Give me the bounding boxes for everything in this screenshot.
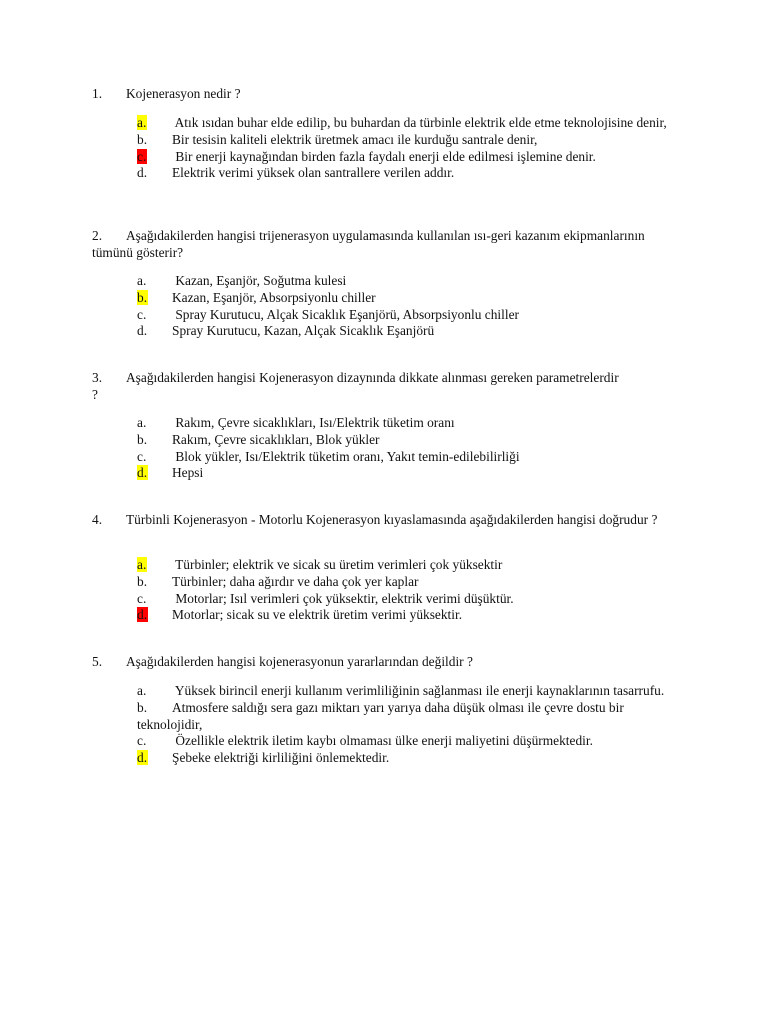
option-a <box>137 115 697 132</box>
option-b <box>137 574 697 591</box>
option-text: Elektrik verimi yüksek olan santrallere verilen addır. <box>172 165 455 181</box>
question-1-options <box>137 115 697 182</box>
option-b <box>137 132 697 149</box>
question-4 <box>92 512 682 529</box>
option-c <box>137 591 697 608</box>
question-3-options <box>137 415 697 482</box>
option-letter: b. <box>137 289 148 305</box>
option-text: Rakım, Çevre sicaklıkları, Isı/Elektrik tüketim oranı <box>172 415 455 430</box>
option-a <box>137 557 697 574</box>
option-text: Rakım, Çevre sicaklıkları, Blok yükler <box>172 431 380 447</box>
option-d <box>137 750 682 767</box>
option-letter: a. <box>137 557 147 572</box>
option-text: Blok yükler, Isı/Elektrik tüketim oranı, Yakıt temin-edilebilirliği <box>172 448 520 464</box>
question-1 <box>92 86 682 103</box>
question-number: 5. <box>92 654 103 669</box>
option-d <box>137 607 697 624</box>
option-text: Atık ısıdan buhar elde edilip, bu buhardan da türbinle elektrik elde etme teknolojisine denir, <box>172 115 667 130</box>
option-letter: c. <box>137 590 147 606</box>
question-text: Aşağıdakilerden hangisi kojenerasyonun yararlarından değildir ? <box>126 654 473 669</box>
option-letter: d. <box>137 607 148 623</box>
option-b <box>137 432 697 449</box>
option-b <box>137 700 682 734</box>
option-text: Spray Kurutucu, Alçak Sicaklık Eşanjörü, Absorpsiyonlu chiller <box>172 306 519 322</box>
option-text: Hepsi <box>172 465 204 481</box>
question-text: Aşağıdakilerden hangisi Kojenerasyon dizaynında dikkate alınması gereken parametrelerdir ? <box>92 370 619 402</box>
question-text: Türbinli Kojenerasyon - Motorlu Kojenerasyon kıyaslamasında aşağıdakilerden hangisi doğrudur ? <box>126 512 658 527</box>
option-letter: d. <box>137 165 148 181</box>
option-text: Türbinler; elektrik ve sicak su üretim verimleri çok yüksektir <box>172 557 503 572</box>
question-5 <box>92 654 682 671</box>
question-3 <box>92 370 622 404</box>
option-c <box>137 733 682 750</box>
option-c <box>137 449 697 466</box>
option-letter: b. <box>137 573 148 589</box>
option-letter: c. <box>137 148 147 164</box>
question-number: 2. <box>92 228 103 243</box>
option-letter: b. <box>137 431 148 447</box>
question-number: 4. <box>92 512 103 527</box>
option-d <box>137 323 697 340</box>
option-text: Bir enerji kaynağından birden fazla faydalı enerji elde edilmesi işlemine denir. <box>172 148 596 164</box>
option-text: Kazan, Eşanjör, Soğutma kulesi <box>172 273 347 288</box>
question-number: 3. <box>92 370 103 385</box>
option-letter: b. <box>137 131 148 147</box>
option-letter: c. <box>137 733 147 749</box>
option-letter: d. <box>137 465 148 481</box>
option-letter: c. <box>137 306 147 322</box>
option-text: Özellikle elektrik iletim kaybı olmaması ülke enerji maliyetini düşürmektedir. <box>172 733 593 749</box>
option-text: Motorlar; sicak su ve elektrik üretim verimi yüksektir. <box>172 607 463 623</box>
option-a <box>137 415 697 432</box>
option-text: Şebeke elektriği kirliliğini önlemektedir. <box>172 750 390 766</box>
option-text: Yüksek birincil enerji kullanım verimliliğinin sağlanması ile enerji kaynaklarının tasarrufu. <box>172 683 665 698</box>
question-5-options <box>137 683 682 767</box>
option-d <box>137 465 697 482</box>
option-letter: a. <box>137 115 147 130</box>
question-text: Aşağıdakilerden hangisi trijenerasyon uygulamasında kullanılan ısı-geri kazanım ekipmanlarının tümünü gösterir? <box>92 228 645 260</box>
option-b <box>137 290 697 307</box>
option-c <box>137 307 697 324</box>
option-d <box>137 165 697 182</box>
option-text: Bir tesisin kaliteli elektrik üretmek amacı ile kurduğu santrale denir, <box>172 131 538 147</box>
option-letter: a. <box>137 273 147 288</box>
option-c <box>137 149 697 166</box>
option-text: Motorlar; Isıl verimleri çok yüksektir, elektrik verimi düşüktür. <box>172 590 514 606</box>
question-number: 1. <box>92 86 103 101</box>
option-letter: a. <box>137 415 147 430</box>
option-letter: d. <box>137 323 148 339</box>
option-text: Türbinler; daha ağırdır ve daha çok yer kaplar <box>172 573 419 589</box>
option-text: Spray Kurutucu, Kazan, Alçak Sicaklık Eşanjörü <box>172 323 435 339</box>
question-2 <box>92 228 652 262</box>
option-a <box>137 273 697 290</box>
question-4-options <box>137 557 697 624</box>
option-letter: d. <box>137 750 148 766</box>
question-text: Kojenerasyon nedir ? <box>126 86 241 101</box>
option-text: Kazan, Eşanjör, Absorpsiyonlu chiller <box>172 289 376 305</box>
option-letter: a. <box>137 683 147 698</box>
question-2-options <box>137 273 697 340</box>
option-letter: c. <box>137 448 147 464</box>
option-text: Atmosfere saldığı sera gazı miktarı yarı yarıya daha düşük olması ile çevre dostu bir teknolojidir, <box>137 699 641 732</box>
option-a <box>137 683 682 700</box>
option-letter: b. <box>137 699 148 715</box>
